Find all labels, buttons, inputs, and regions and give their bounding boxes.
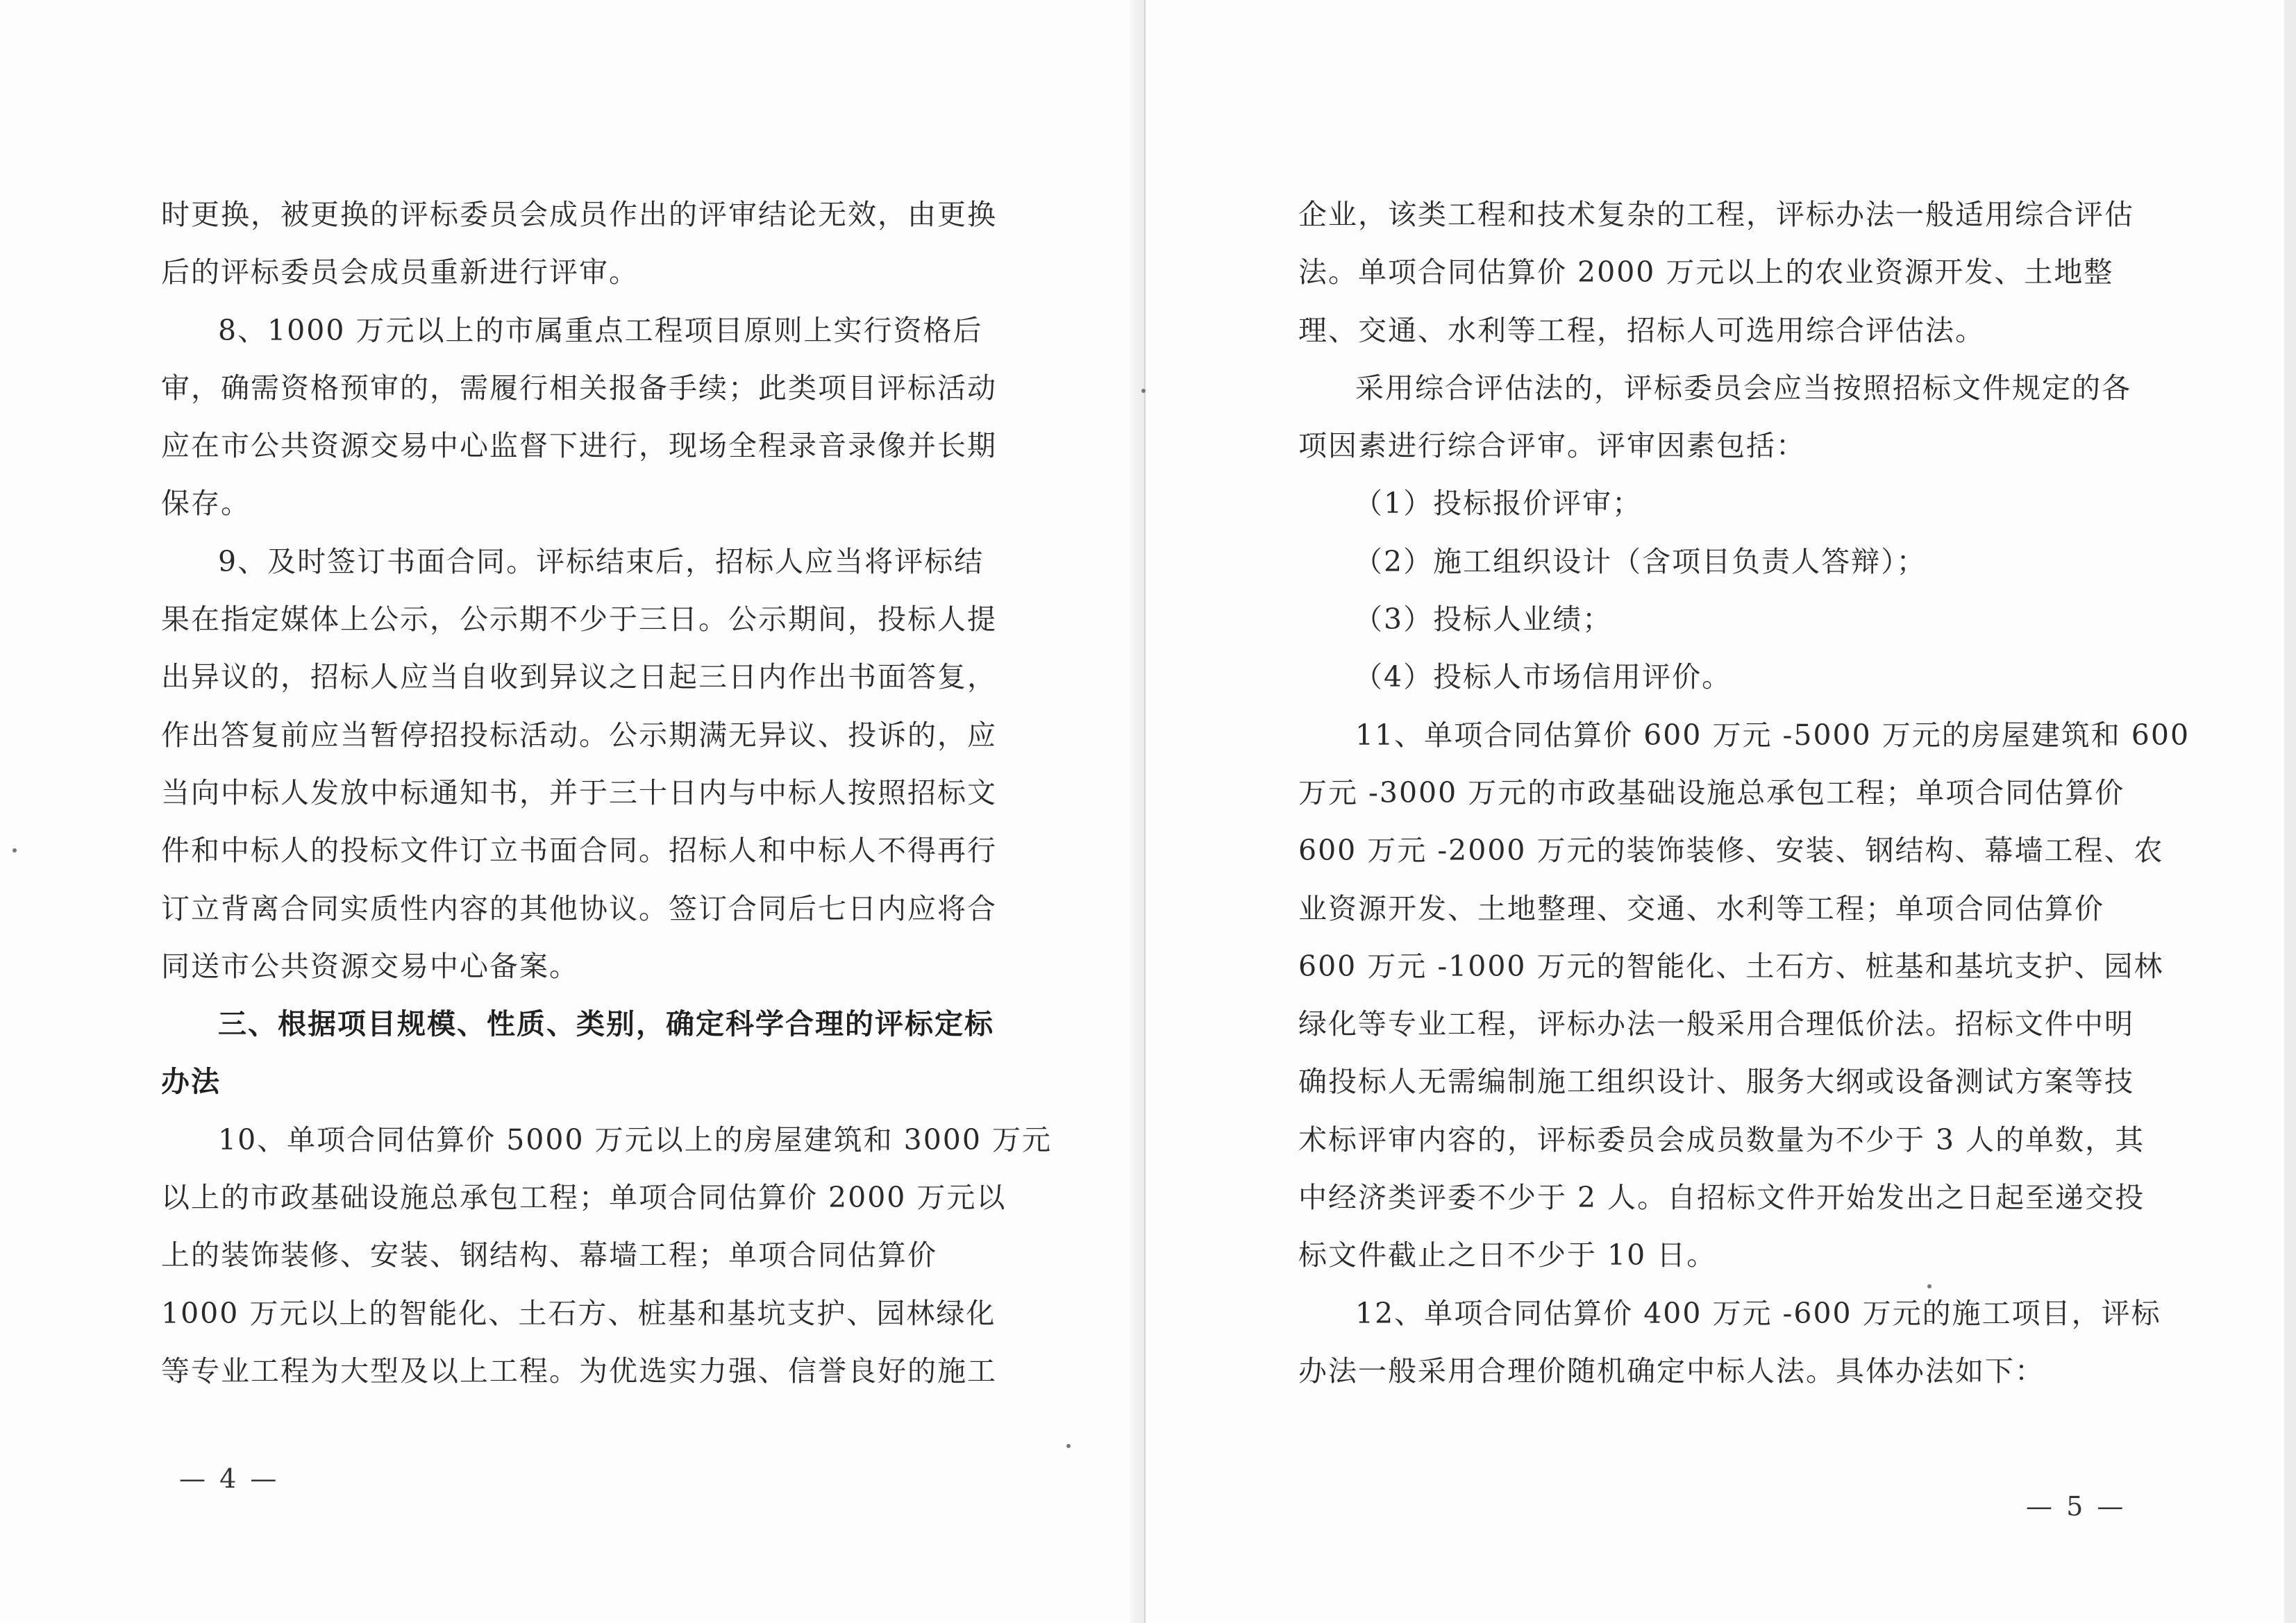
text-line: 绿化等专业工程，评标办法一般采用合理低价法。招标文件中明 [1298,1007,2134,1041]
text-line: 法。单项合同估算价 2000 万元以上的农业资源开发、土地整 [1298,255,2114,289]
list-item: （4）投标人市场信用评价。 [1354,660,1732,694]
scan-speck [1927,1284,1932,1288]
text-line: 8、1000 万元以上的市属重点工程项目原则上实行资格后 [218,313,983,347]
scan-speck [1141,389,1146,393]
page-number: — 4 — [179,1463,280,1494]
text-line: 办法一般采用合理价随机确定中标人法。具体办法如下： [1298,1354,2045,1388]
page-number: — 5 — [2026,1491,2127,1522]
left-page [0,0,1146,1623]
text-line: 采用综合评估法的，评标委员会应当按照招标文件规定的各 [1355,371,2131,405]
scan-edge-right [2284,0,2296,1623]
text-line: 出异议的，招标人应当自收到异议之日起三日内作出书面答复， [161,660,997,694]
text-line: 等专业工程为大型及以上工程。为优选实力强、信誉良好的施工 [161,1354,997,1388]
list-item: （3）投标人业绩； [1354,603,1613,637]
text-line: 9、及时签订书面合同。评标结束后，招标人应当将评标结 [218,544,984,578]
text-line: 业资源开发、土地整理、交通、水利等工程；单项合同估算价 [1298,891,2104,925]
text-line: 中经济类评委不少于 2 人。自招标文件开始发出之日起至递交投 [1298,1181,2145,1215]
text-line: 600 万元 -2000 万元的装饰装修、安装、钢结构、幕墙工程、农 [1298,834,2164,868]
right-page-body [1298,186,2190,1400]
section-heading: 办法 [161,1065,221,1099]
text-line: 项因素进行综合评审。评审因素包括： [1298,429,1806,463]
text-line: 果在指定媒体上公示，公示期不少于三日。公示期间，投标人提 [161,603,997,637]
text-line: 11、单项合同估算价 600 万元 -5000 万元的房屋建筑和 600 [1355,718,2190,752]
scan-speck [12,848,17,852]
text-line: 作出答复前应当暂停招投标活动。公示期满无异议、投诉的，应 [161,718,997,752]
left-page-body [161,186,1052,1400]
text-line: 审，确需资格预审的，需履行相关报备手续；此类项目评标活动 [161,371,997,405]
text-line: 保存。 [161,487,251,521]
scan-speck [1066,1444,1071,1448]
text-line: 订立背离合同实质性内容的其他协议。签订合同后七日内应将合 [161,891,997,925]
text-line: 企业，该类工程和技术复杂的工程，评标办法一般适用综合评估 [1298,198,2134,231]
text-line: 当向中标人发放中标通知书，并于三十日内与中标人按照招标文 [161,775,997,809]
text-line: 时更换，被更换的评标委员会成员作出的评审结论无效，由更换 [161,198,997,231]
text-line: 后的评标委员会成员重新进行评审。 [161,255,639,289]
text-line: 12、单项合同估算价 400 万元 -600 万元的施工项目，评标 [1355,1296,2161,1330]
text-line: 万元 -3000 万元的市政基础设施总承包工程；单项合同估算价 [1298,775,2125,809]
text-line: 件和中标人的投标文件订立书面合同。招标人和中标人不得再行 [161,834,997,868]
text-line: 1000 万元以上的智能化、土石方、桩基和基坑支护、园林绿化 [161,1296,996,1330]
text-line: 应在市公共资源交易中心监督下进行，现场全程录音录像并长期 [161,429,997,463]
text-line: 术标评审内容的，评标委员会成员数量为不少于 3 人的单数，其 [1298,1122,2145,1157]
text-line: 10、单项合同估算价 5000 万元以上的房屋建筑和 3000 万元 [218,1122,1052,1157]
list-item: （2）施工组织设计（含项目负责人答辩）； [1354,544,1927,578]
text-line: 上的装饰装修、安装、钢结构、幕墙工程；单项合同估算价 [161,1238,937,1272]
right-page [1146,0,2296,1623]
text-line: 同送市公共资源交易中心备案。 [161,949,579,983]
text-line: 理、交通、水利等工程，招标人可选用综合评估法。 [1298,313,1985,347]
section-heading: 三、根据项目规模、性质、类别，确定科学合理的评标定标 [218,1007,994,1041]
text-line: 确投标人无需编制施工组织设计、服务大纲或设备测试方案等技 [1298,1065,2134,1099]
text-line: 以上的市政基础设施总承包工程；单项合同估算价 2000 万元以 [161,1181,1007,1215]
list-item: （1）投标报价评审； [1354,487,1643,521]
text-line: 600 万元 -1000 万元的智能化、土石方、桩基和基坑支护、园林 [1298,949,2164,983]
text-line: 标文件截止之日不少于 10 日。 [1298,1238,1717,1272]
